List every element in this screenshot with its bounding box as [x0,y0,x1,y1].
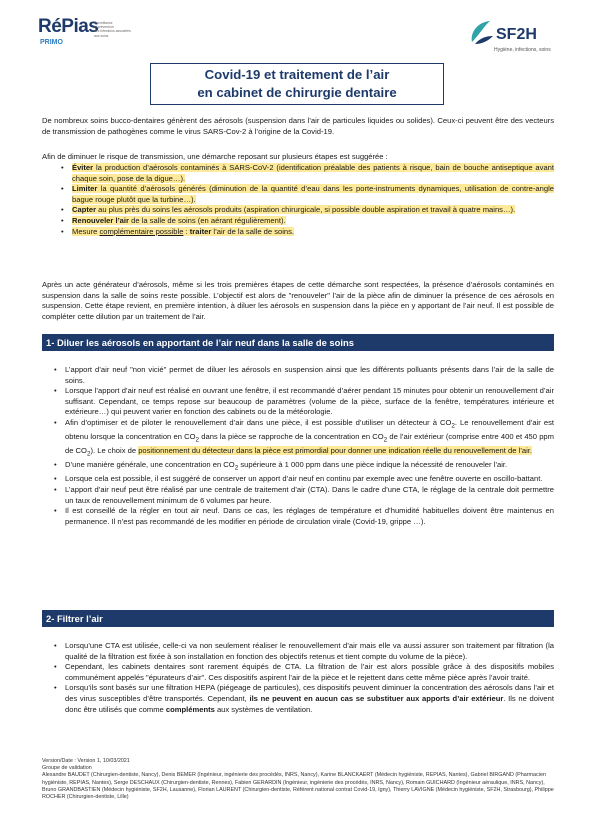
sf2h-logo-sub: Hygiène, infections, soins [494,47,551,53]
repias-logo [38,12,148,60]
title-line-1: Covid-19 et traitement de l’air [204,67,390,82]
repias-logo-tagline: Surveillance et prévention des infections associées aux soins [94,21,131,38]
document-title [150,63,444,105]
steps-list [61,163,554,237]
list-item: • Lorsque l’apport d’air neuf est réalisé en ouvrant une fenêtre, il est recommandé d’aérer pendant 15 minutes pour obtenir un renouvellement d’air suffisant. Cependant, ce temps repose sur beaucoup de paramètres (volume de la pièce, surface de la fenêtre, températures intérieure et extérieure…) qui peuvent varier en fonction des cabinets ou de la météorologie. [54,386,554,417]
intro-paragraph-3: Après un acte générateur d’aérosols, même si les trois premières étapes de cette démarche sont respectées, la présence d’aérosols contaminés en suspension dans la salle de soins reste possible. L’objectif est alors de "renouveler" l’air de la pièce afin de diminuer la présence de ces aérosols en suspension. Cette étape revient, en première intention, à diluer les aérosols en suspension dans la pièce en y apportant de l’air neuf. Il est possible de compléter cette dilution par un traitement de l’air. [42,280,554,321]
list-item: • Il est conseillé de la régler en tout air neuf. Dans ce cas, les réglages de température et d’humidité habituelles doivent être maintenus en permanence. Il n’est pas recommandé de les modifier en période de circulation virale (Covid-19, grippe …). [54,506,554,526]
list-item: • Afin d’optimiser et de piloter le renouvellement d’air dans une pièce, il est possible d’utiliser un détecteur à $CO_2$. Le renouvellement d’air est obtenu lorsque la concentration en $CO_2$ dans la pièce se rapproche de la concentration en $CO_2$ de l’air extérieur (comprise entre 400 et 450 ppm de $CO_2$). Le choix de positionnement du détecteur dans la pièce est primordial pour donner une indication réelle du renouvellement de l’air. [54,417,554,458]
version-date: Version/Date : Version 1, 10/03/2021 [42,758,130,764]
section-1-list [54,365,554,527]
list-item: • Cependant, les cabinets dentaires sont rarement équipés de CTA. La filtration de l’air est alors possible grâce à des dispositifs mobiles communément appelés "épurateurs d’air". Ces dispositifs aspirent l’air de la pièce et le rejettent dans cette même pièce après l’avoir traité. [54,662,554,682]
validation-group-members: Alexandre BAUDET (Chirurgien-dentiste, Nancy), Denis BEMER (Ingénieur, ingénierie des procédés, INRS, Nancy), Karine BLANCKAERT (Médecin hygiéniste, REPIAS, Nantes), Gabriel BIRGAND (Pharmacien hygiéniste, REPIAS, Nantes), Serge DESCHAUX (Chirurgien-dentiste, Rennes), Fabien GERARDIN (Ingénieur, ingénierie des procédés, INRS, Nancy), Romain GUICHARD (Ingénieur aéraulique, INRS, Nancy), Bruno GRANDBASTIEN (Médecin hygiéniste, SF2H, Lausanne), Florian LAURENT (Chirurgien-dentiste, Référent national contrat Covid-19, Igny), Thierry LAVIGNE (Médecin hygiéniste, SF2H, Strasbourg), Philippe ROCHER (Chirurgien-dentiste, Lille) [42,772,554,801]
list-item: • Lorsqu’une CTA est utilisée, celle-ci va non seulement réaliser le renouvellement d’air mais elle va aussi assurer son traitement par filtration (la qualité de la filtration est fixée à son installation en fonction des objectifs retenus et tient compte du volume de la pièce). [54,641,554,661]
list-item: • Limiter la quantité d’aérosols générés (diminution de la quantité d’eau dans les porte-instruments dynamiques, utilisation de contre-angle bague rouge plutôt que la turbine…). [61,184,554,204]
intro-paragraph-2: Afin de diminuer le risque de transmission, une démarche reposant sur plusieurs étapes est suggérée : [42,152,388,161]
document-footer [42,758,554,801]
sf2h-logo-word: SF2H [496,26,537,43]
list-item: • L’apport d’air neuf "non vicié" permet de diluer les aérosols en suspension ainsi que les différents polluants présents dans l’air de la salle de soins. [54,365,554,385]
list-item: • L’apport d’air neuf peut être réalisé par une centrale de traitement d’air (CTA). Dans le cadre d’une CTA, le réglage de la centrale doit permettre un taux de renouvellement minimum de 6 volumes par heure. [54,485,554,505]
validation-group-label: Groupe de validation [42,765,92,772]
section-2-heading: 2- Filtrer l’air [42,610,554,627]
repias-logo-sub: PRIMO [40,39,63,46]
list-item: • Lorsqu’ils sont basés sur une filtration HEPA (piégeage de particules), ces dispositifs peuvent diminuer la concentration des aérosols dans l’air et des virus susceptibles d’être transportés. Cependant, ils ne peuvent en aucun cas se substituer aux apports d’air extérieur. Ils ne doivent donc être utilisés que comme compléments aux systèmes de ventilation. [54,683,554,714]
list-item: • Lorsque cela est possible, il est suggéré de conserver un apport d’air neuf en continu par exemple avec une fenêtre ouverte en oscillo-battant. [54,474,543,484]
title-line-2: en cabinet de chirurgie dentaire [197,85,397,100]
list-item: • Mesure complémentaire possible : traiter l’air de la salle de soins. [61,226,295,236]
section-1-heading: 1- Diluer les aérosols en apportant de l’air neuf dans la salle de soins [42,334,554,351]
sf2h-logo [466,12,562,60]
section-2-list [54,641,554,715]
list-item: • Renouveler l’air de la salle de soins (en aérant régulièrement). [61,215,286,225]
list-item: • Capter au plus près du soins les aérosols produits (aspiration chirurgicale, si possible double aspiration et travail à quatre mains…). [61,205,516,215]
repias-logo-word: RéPias [38,16,99,37]
intro-paragraph-1: De nombreux soins bucco-dentaires génèrent des aérosols (suspension dans l’air de particules liquides ou solides). Ceux-ci peuvent être des vecteurs de transmission de pathogènes comme le virus SARS-Cov-2 à l’origine de la Covid-19. [42,116,554,136]
list-item: • D’une manière générale, une concentration en $CO_2$ supérieure à 1 000 ppm dans une pièce indique la nécessité de renouveler l’air. [54,460,508,472]
list-item: • Éviter la production d’aérosols contaminés à SARS-CoV-2 (identification préalable des patients à risque, bain de bouche antiseptique avant chaque soin, pose de la digue…). [61,163,554,183]
sf2h-leaf-icon [466,18,496,48]
